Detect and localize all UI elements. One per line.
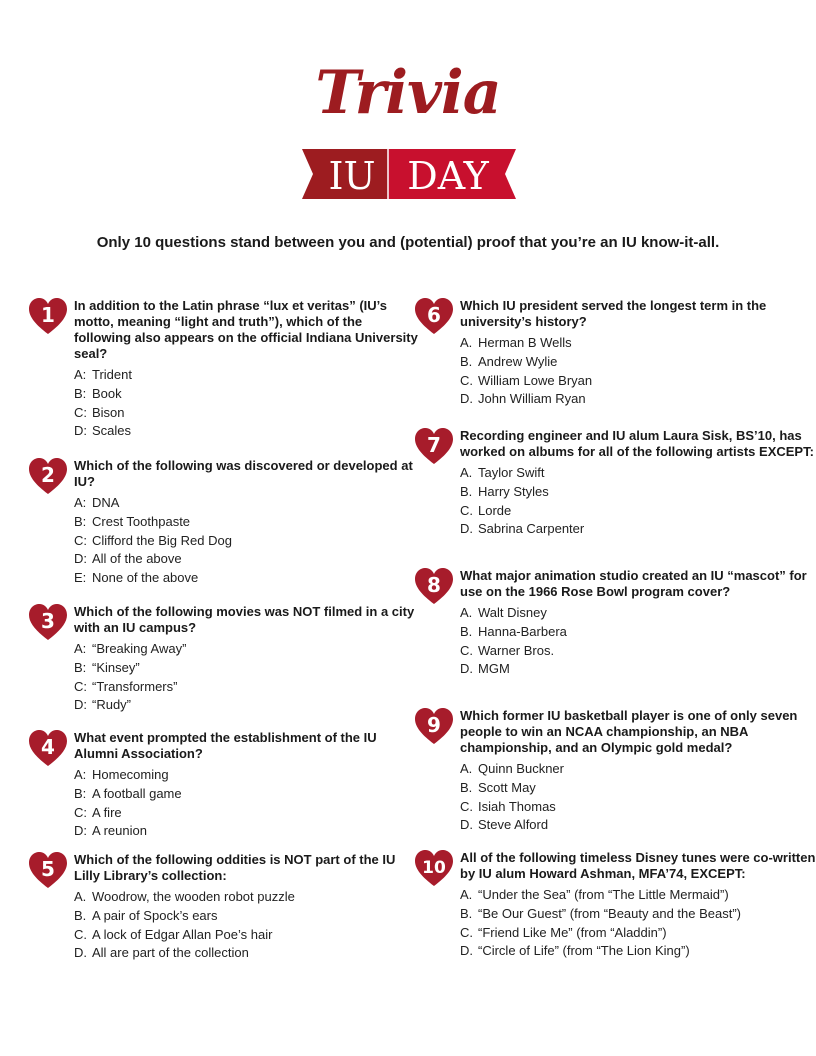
answer-text: Herman B Wells xyxy=(478,335,572,350)
answer-option xyxy=(460,942,816,961)
answer-option xyxy=(74,659,419,678)
answer-text: A fire xyxy=(92,804,122,820)
question-8 xyxy=(414,568,816,679)
answer-option xyxy=(460,520,816,539)
question-6 xyxy=(414,298,816,409)
answer-option xyxy=(74,888,419,907)
answer-letter: A. xyxy=(460,887,473,902)
answer-option xyxy=(460,642,816,661)
question-2 xyxy=(28,458,419,588)
heart-number-icon xyxy=(414,708,454,746)
answer-text: Book xyxy=(92,385,122,401)
answer-text: John William Ryan xyxy=(478,391,586,407)
heart-number-icon xyxy=(414,428,454,466)
answer-letter: B. xyxy=(460,483,473,499)
answer-option xyxy=(74,944,419,963)
answer-text: “Under the Sea” (from “The Little Mermaid”) xyxy=(478,887,729,902)
heart-number-icon xyxy=(28,298,68,336)
question-4 xyxy=(28,730,419,841)
answer-letter: B. xyxy=(460,905,473,921)
heart-number-icon xyxy=(28,458,68,496)
answer-option xyxy=(74,532,419,551)
answer-option xyxy=(460,483,816,502)
answer-option xyxy=(74,569,419,588)
answer-option xyxy=(460,502,816,521)
question-number: 5 xyxy=(41,857,55,881)
question-7 xyxy=(414,428,816,539)
answer-letter: D. xyxy=(460,661,473,677)
answer-option xyxy=(460,886,816,905)
answer-text: All of the above xyxy=(92,551,182,567)
answer-letter: A. xyxy=(460,761,473,776)
heart-number-icon xyxy=(28,852,68,890)
answer-text: A lock of Edgar Allan Poe’s hair xyxy=(92,926,273,942)
answer-option xyxy=(460,798,816,817)
answer-text: Bison xyxy=(92,404,125,420)
answer-letter: B: xyxy=(74,785,87,801)
answer-letter: C: xyxy=(74,678,87,694)
answer-option xyxy=(74,907,419,926)
answer-letter: A: xyxy=(74,495,87,510)
answer-letter: D. xyxy=(460,943,473,959)
answer-letter: B: xyxy=(74,385,87,401)
question-text: Which of the following movies was NOT filmed in a city with an IU campus? xyxy=(74,604,415,635)
answer-letter: B: xyxy=(74,513,87,529)
answer-option xyxy=(74,926,419,945)
answer-letter: A. xyxy=(460,605,473,620)
answer-text: DNA xyxy=(92,495,120,510)
question-number: 3 xyxy=(41,609,55,633)
answer-letter: B. xyxy=(460,623,473,639)
answer-text: Taylor Swift xyxy=(478,465,545,480)
question-number: 1 xyxy=(41,303,55,327)
answer-text: “Transformers” xyxy=(92,678,178,694)
answer-list xyxy=(74,640,419,715)
heart-number-icon xyxy=(28,604,68,642)
answer-option xyxy=(74,385,419,404)
answer-option xyxy=(74,678,419,697)
question-9 xyxy=(414,708,816,835)
answer-text: Isiah Thomas xyxy=(478,798,556,814)
answer-letter: A: xyxy=(74,641,87,656)
answer-option xyxy=(460,334,816,353)
question-text: Which of the following was discovered or developed at IU? xyxy=(74,458,413,489)
answer-option xyxy=(460,779,816,798)
answer-text: “Be Our Guest” (from “Beauty and the Beast”) xyxy=(478,905,741,921)
answer-text: Trident xyxy=(92,367,132,382)
answer-letter: C. xyxy=(74,926,87,942)
answer-text: Walt Disney xyxy=(478,605,547,620)
answer-letter: A. xyxy=(460,465,473,480)
question-number: 7 xyxy=(427,433,441,457)
answer-letter: D. xyxy=(460,391,473,407)
answer-option xyxy=(460,353,816,372)
answer-option xyxy=(460,660,816,679)
answer-text: Woodrow, the wooden robot puzzle xyxy=(92,889,295,904)
answer-letter: C. xyxy=(460,924,473,940)
answer-letter: E: xyxy=(74,570,87,586)
answer-option xyxy=(74,422,419,441)
answer-text: A pair of Spock’s ears xyxy=(92,907,218,923)
answer-list xyxy=(460,886,816,961)
answer-option xyxy=(74,513,419,532)
question-number: 9 xyxy=(427,713,441,737)
answer-letter: B. xyxy=(460,353,473,369)
answer-list xyxy=(74,888,419,963)
answer-letter: D: xyxy=(74,551,87,567)
question-number: 4 xyxy=(41,735,55,759)
answer-option xyxy=(74,550,419,569)
answer-text: Scott May xyxy=(478,779,536,795)
heart-number-icon xyxy=(414,298,454,336)
answer-letter: D. xyxy=(74,945,87,961)
answer-text: Sabrina Carpenter xyxy=(478,521,585,537)
answer-option xyxy=(74,804,419,823)
answer-text: Clifford the Big Red Dog xyxy=(92,532,232,548)
question-1 xyxy=(28,298,419,441)
answer-list xyxy=(460,604,816,679)
question-text: What event prompted the establishment of the IU Alumni Association? xyxy=(74,730,377,761)
question-10 xyxy=(414,850,816,961)
answer-option xyxy=(460,372,816,391)
answer-list xyxy=(460,334,816,409)
answer-text: Lorde xyxy=(478,502,512,518)
answer-list xyxy=(74,366,419,441)
question-3 xyxy=(28,604,419,715)
answer-letter: C: xyxy=(74,404,87,420)
answer-option xyxy=(74,785,419,804)
answer-text: MGM xyxy=(478,661,510,677)
question-number: 8 xyxy=(427,573,441,597)
answer-text: A football game xyxy=(92,785,182,801)
question-number: 10 xyxy=(422,858,446,878)
answer-option xyxy=(460,623,816,642)
answer-option xyxy=(74,822,419,841)
answer-text: None of the above xyxy=(92,570,199,586)
answer-letter: C: xyxy=(74,804,87,820)
banner-word-day: DAY xyxy=(407,154,489,198)
answer-option xyxy=(460,464,816,483)
answer-option xyxy=(460,390,816,409)
banner-word-iu: IU xyxy=(328,154,376,198)
answer-letter: C. xyxy=(460,798,473,814)
answer-letter: D: xyxy=(74,423,87,439)
iu-day-banner xyxy=(302,146,516,202)
page-title: Trivia xyxy=(315,58,501,128)
answer-option xyxy=(74,640,419,659)
heart-number-icon xyxy=(414,568,454,606)
answer-letter: A: xyxy=(74,367,87,382)
question-number: 6 xyxy=(427,303,441,327)
answer-text: A reunion xyxy=(92,823,147,839)
answer-option xyxy=(74,366,419,385)
answer-text: William Lowe Bryan xyxy=(478,372,593,388)
question-text: Which former IU basketball player is one of only seven people to win an NCAA championship, an NBA championship, and an Olympic gold medal? xyxy=(460,708,798,755)
answer-letter: C. xyxy=(460,502,473,518)
answer-text: Warner Bros. xyxy=(478,642,555,658)
answer-letter: D: xyxy=(74,697,87,713)
answer-option xyxy=(460,924,816,943)
answer-option xyxy=(460,604,816,623)
answer-text: Steve Alford xyxy=(478,817,549,833)
answer-letter: D. xyxy=(460,817,473,833)
answer-letter: A. xyxy=(74,889,87,904)
answer-text: “Rudy” xyxy=(92,697,132,713)
answer-option xyxy=(460,816,816,835)
answer-letter: C. xyxy=(460,642,473,658)
answer-text: “Kinsey” xyxy=(92,659,140,675)
answer-option xyxy=(460,905,816,924)
answer-letter: B. xyxy=(74,907,87,923)
heart-number-icon xyxy=(414,850,454,888)
answer-option xyxy=(74,494,419,513)
answer-list xyxy=(460,464,816,539)
answer-text: “Breaking Away” xyxy=(92,641,187,656)
page-subtitle: Only 10 questions stand between you and (potential) proof that you’re an IU know-it-all. xyxy=(96,234,720,251)
answer-option xyxy=(74,766,419,785)
answer-list xyxy=(74,766,419,841)
question-text: Which of the following oddities is NOT part of the IU Lilly Library’s collection: xyxy=(74,852,396,883)
answer-text: Hanna-Barbera xyxy=(478,623,567,639)
answer-text: Crest Toothpaste xyxy=(92,513,191,529)
answer-option xyxy=(74,696,419,715)
answer-option xyxy=(460,760,816,779)
heart-number-icon xyxy=(28,730,68,768)
question-text: All of the following timeless Disney tunes were co-written by IU alum Howard Ashman, MFA’74, EXCEPT: xyxy=(460,850,816,881)
answer-letter: D: xyxy=(74,823,87,839)
answer-option xyxy=(74,404,419,423)
answer-text: Quinn Buckner xyxy=(478,761,564,776)
answer-text: Harry Styles xyxy=(478,483,549,499)
answer-list xyxy=(460,760,816,835)
question-text: Which IU president served the longest term in the university’s history? xyxy=(460,298,767,329)
answer-text: “Friend Like Me” (from “Aladdin”) xyxy=(478,924,667,940)
answer-text: Scales xyxy=(92,423,132,439)
question-5 xyxy=(28,852,419,963)
answer-letter: C. xyxy=(460,372,473,388)
question-text: In addition to the Latin phrase “lux et veritas” (IU’s motto, meaning “light and truth”), which of the following also appears on the official Indiana University seal? xyxy=(74,298,418,361)
answer-letter: A: xyxy=(74,767,87,782)
answer-text: All are part of the collection xyxy=(92,945,249,961)
question-text: What major animation studio created an IU “mascot” for use on the 1966 Rose Bowl program cover? xyxy=(460,568,807,599)
answer-letter: B. xyxy=(460,779,473,795)
answer-list xyxy=(74,494,419,588)
answer-letter: D. xyxy=(460,521,473,537)
answer-text: Andrew Wylie xyxy=(478,353,558,369)
answer-letter: A. xyxy=(460,335,473,350)
answer-letter: B: xyxy=(74,659,87,675)
question-text: Recording engineer and IU alum Laura Sisk, BS’10, has worked on albums for all of the following artists EXCEPT: xyxy=(460,428,814,459)
answer-text: Homecoming xyxy=(92,767,169,782)
answer-letter: C: xyxy=(74,532,87,548)
answer-text: “Circle of Life” (from “The Lion King”) xyxy=(478,943,690,959)
question-number: 2 xyxy=(41,463,55,487)
